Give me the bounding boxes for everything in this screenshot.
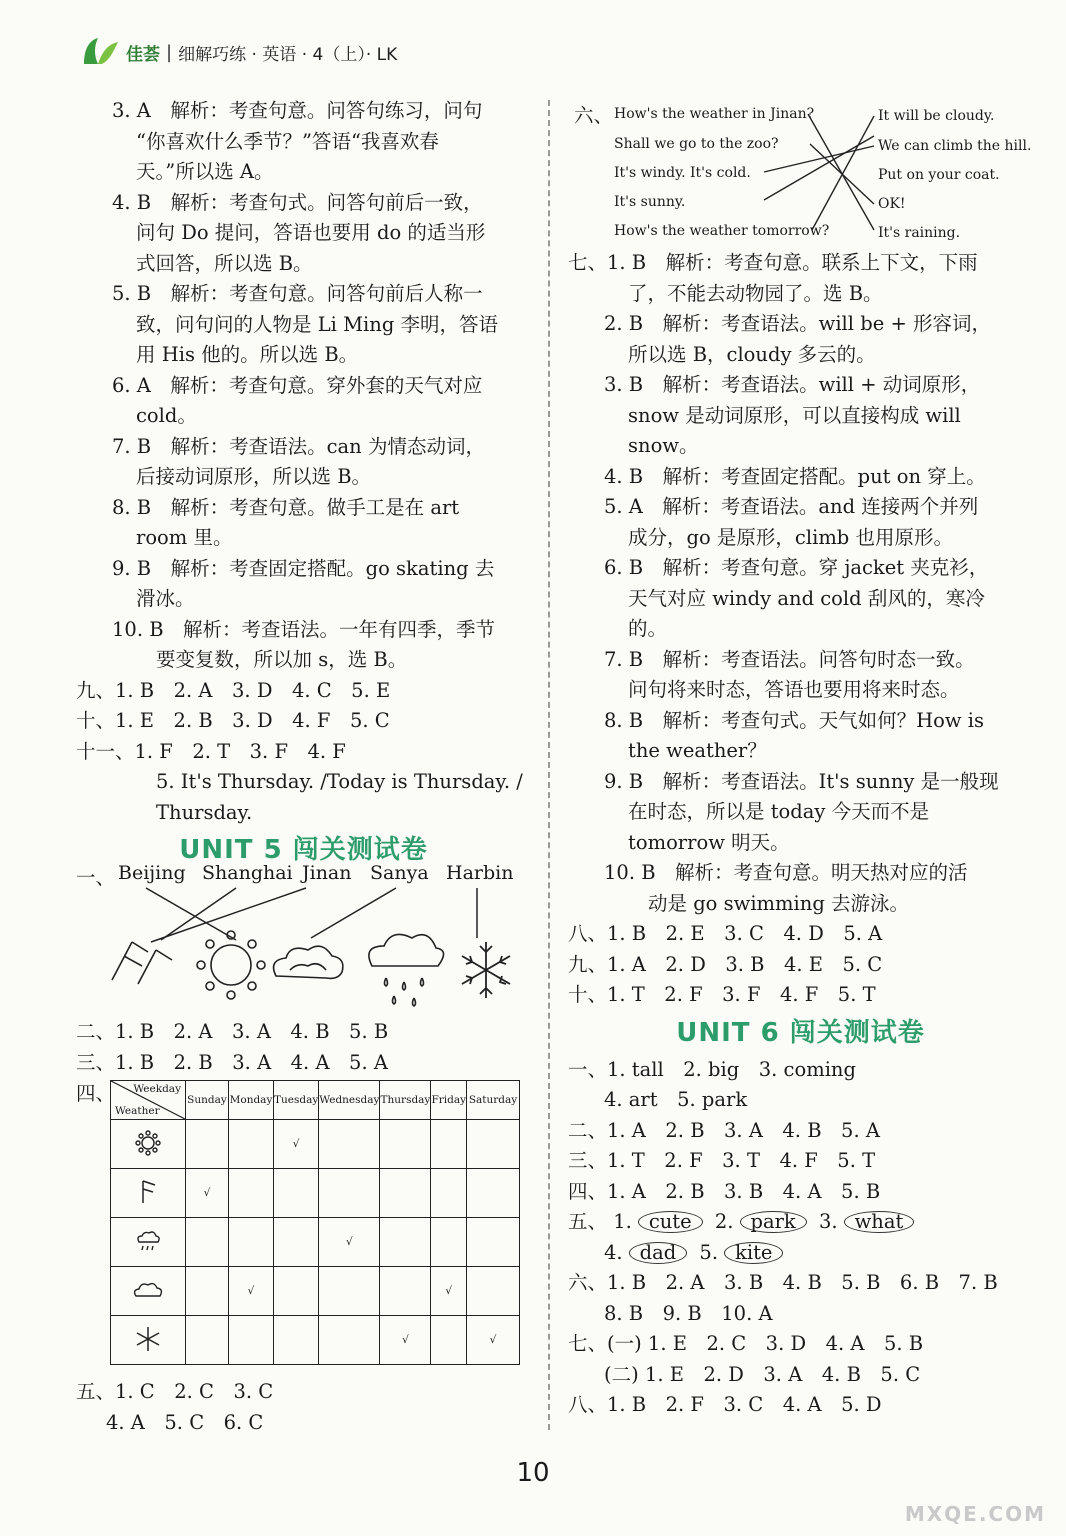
- answer-line: 问句 Do 提问，答语也要用 do 的适当形: [136, 221, 486, 244]
- check-cell: √: [380, 1316, 431, 1365]
- answer-line: room 里。: [136, 526, 233, 549]
- circled-num: 5.: [699, 1240, 719, 1264]
- check-cell: [467, 1267, 520, 1316]
- check-cell: [467, 1169, 520, 1218]
- watermark: MXQE.COM: [904, 1502, 1046, 1526]
- check-cell: [380, 1267, 431, 1316]
- check-cell: √: [431, 1267, 467, 1316]
- match-right-item: Put on your coat.: [878, 167, 1000, 183]
- check-cell: [229, 1218, 274, 1267]
- match-right-item: We can climb the hill.: [878, 138, 1032, 154]
- right-column: [568, 248, 1033, 1421]
- answer-line: 2. B 解析：考查语法。will be + 形容词，: [604, 312, 991, 335]
- check-cell: [229, 1169, 274, 1218]
- weather-week-table: [110, 1080, 520, 1365]
- unit6-q5-row1: [568, 1207, 1033, 1238]
- answer-line: 式回答，所以选 B。: [136, 251, 313, 275]
- circled-word: dad: [629, 1242, 688, 1264]
- check-cell: [319, 1316, 380, 1365]
- match-right-item: It will be cloudy.: [878, 108, 995, 124]
- check-cell: [186, 1120, 229, 1169]
- circled-word: cute: [638, 1211, 703, 1233]
- answer-line: 3. B 解析：考查语法。will + 动词原形，: [604, 373, 981, 396]
- answer-line: tomorrow 明天。: [628, 830, 790, 854]
- row-icon-cell: [111, 1169, 186, 1218]
- unit5-q2: 二、1. B 2. A 3. A 4. B 5. B: [76, 1020, 389, 1043]
- day-header: Friday: [431, 1081, 467, 1120]
- unit6-q5-row2: [568, 1238, 1033, 1269]
- answer-line: 5. B 解析：考查句意。问答句前后人称一: [112, 282, 483, 305]
- match-line: [311, 888, 396, 938]
- answer-line: 在时态，所以是 today 今天而不是: [628, 800, 930, 823]
- answer-line: 天。”所以选 A。: [136, 160, 274, 183]
- corner-weekday-label: Weekday: [133, 1083, 181, 1095]
- left-answer-lines: [76, 96, 531, 828]
- table-row: [111, 1267, 520, 1316]
- brand-name: 佳荟: [126, 44, 160, 65]
- answer-line: 5. A 解析：考查语法。and 连接两个并列: [604, 495, 979, 518]
- answer-line: “你喜欢什么季节？”答语“我喜欢春: [136, 129, 439, 153]
- answer-line: 滑冰。: [136, 587, 195, 610]
- match-right-item: OK!: [878, 196, 906, 212]
- corner-weather-label: Weather: [115, 1105, 160, 1117]
- sun-icon: [197, 931, 265, 999]
- answer-line: 8. B 解析：考查句式。天气如何？How is: [604, 708, 985, 732]
- answer-line: 了，不能去动物园了。选 B。: [628, 281, 883, 305]
- check-cell: [431, 1120, 467, 1169]
- book-title: 细解巧练 · 英语 · 4（上）· LK: [178, 44, 398, 65]
- circled-num: 4.: [604, 1240, 623, 1264]
- rain-icon: [369, 934, 444, 1006]
- circled-num: 2.: [714, 1210, 734, 1233]
- check-cell: √: [229, 1267, 274, 1316]
- match-right-item: It's raining.: [878, 225, 961, 241]
- column-divider: [548, 100, 550, 1430]
- sentence-matching-lines: [760, 100, 878, 240]
- page-header: [80, 36, 397, 68]
- check-cell: [274, 1316, 319, 1365]
- check-cell: [431, 1169, 467, 1218]
- answer-line: 9. B 解析：考查语法。It's sunny 是一般现: [604, 769, 999, 793]
- table-row: [111, 1169, 520, 1218]
- day-header: Tuesday: [274, 1081, 319, 1120]
- match-line: [146, 888, 236, 940]
- check-cell: [319, 1169, 380, 1218]
- answer-line: 5. It's Thursday. /Today is Thursday. /: [156, 770, 523, 793]
- answer-line: 四、1. A 2. B 3. B 4. A 5. B: [568, 1179, 881, 1203]
- answer-line: the weather？: [628, 739, 767, 762]
- check-cell: [186, 1267, 229, 1316]
- answer-line: 用 His 他的。所以选 B。: [136, 343, 359, 366]
- row-icon-cell: [111, 1120, 186, 1169]
- day-header: Wednesday: [319, 1081, 380, 1120]
- table-row: [111, 1120, 520, 1169]
- day-header: Thursday: [380, 1081, 431, 1120]
- answer-line: 二、1. A 2. B 3. A 4. B 5. A: [568, 1118, 880, 1142]
- circled-word: kite: [724, 1242, 783, 1264]
- check-cell: [274, 1218, 319, 1267]
- answer-line: 9. B 解析：考查固定搭配。go skating 去: [112, 556, 495, 580]
- header-separator: |: [166, 41, 173, 63]
- page-number: 10: [516, 1458, 550, 1488]
- check-cell: √: [274, 1120, 319, 1169]
- answer-line: 九、1. B 2. A 3. D 4. C 5. E: [76, 678, 391, 702]
- row-icon-cell: [111, 1267, 186, 1316]
- sun-icon: [133, 1128, 163, 1158]
- answer-line: 天气对应 windy and cold 刮风的，寒冷: [628, 586, 985, 610]
- check-cell: [467, 1218, 520, 1267]
- right-answer-lines: [568, 248, 1033, 1011]
- answer-line: 的。: [628, 617, 668, 640]
- check-cell: [380, 1218, 431, 1267]
- answer-line: 十、1. E 2. B 3. D 4. F 5. C: [76, 709, 390, 732]
- answer-line: 6. A 解析：考查句意。穿外套的天气对应: [112, 373, 483, 397]
- left-column: [76, 96, 531, 872]
- unit5-q3: 三、1. B 2. B 3. A 4. A 5. A: [76, 1051, 388, 1074]
- answer-line: 4. art 5. park: [604, 1088, 748, 1111]
- city-jinan: Jinan: [302, 862, 352, 884]
- check-cell: √: [319, 1218, 380, 1267]
- match-left-item: How's the weather tomorrow?: [614, 223, 830, 239]
- check-cell: [274, 1267, 319, 1316]
- check-cell: [380, 1120, 431, 1169]
- table-header-row: [111, 1081, 520, 1120]
- check-cell: [186, 1316, 229, 1365]
- snowflake-icon: [462, 942, 510, 998]
- answer-line: 6. B 解析：考查句意。穿 jacket 夹克衫，: [604, 556, 989, 579]
- table-row: [111, 1316, 520, 1365]
- check-cell: [229, 1316, 274, 1365]
- unit5-q5-line2: 4. A 5. C 6. C: [106, 1411, 264, 1434]
- unit5-title: UNIT 5 闯关测试卷: [179, 835, 428, 865]
- check-cell: [467, 1120, 520, 1169]
- unit6-answers-part1: [568, 1055, 1033, 1208]
- answer-line: 7. B 解析：考查语法。can 为情态动词，: [112, 434, 485, 458]
- match-left-item: How's the weather in Jinan?: [614, 106, 815, 122]
- city-weather-matching: [76, 880, 536, 1010]
- answer-line: 七、(一) 1. E 2. C 3. D 4. A 5. B: [568, 1332, 924, 1355]
- answer-line: 十、1. T 2. F 3. F 4. F 5. T: [568, 983, 876, 1006]
- unit5-q1-label: 一、: [76, 866, 116, 889]
- answer-line: 八、1. B 2. E 3. C 4. D 5. A: [568, 922, 883, 945]
- circled-word: park: [740, 1211, 807, 1233]
- wind-icon: [133, 1177, 163, 1207]
- answer-line: 要变复数，所以加 s，选 B。: [156, 648, 408, 671]
- city-sanya: Sanya: [370, 862, 429, 884]
- check-cell: [274, 1169, 319, 1218]
- check-cell: [431, 1316, 467, 1365]
- answer-line: 致，问句问的人物是 Li Ming 李明，答语: [136, 312, 499, 336]
- match-label: 六、: [574, 104, 614, 127]
- match-line: [808, 114, 874, 230]
- cloud-icon: [131, 1278, 165, 1302]
- match-left-item: It's windy. It's cold.: [614, 165, 751, 181]
- day-header: Sunday: [186, 1081, 229, 1120]
- unit6-answers-part2: [568, 1268, 1033, 1421]
- answer-line: 7. B 解析：考查语法。问答句时态一致。: [604, 647, 975, 671]
- check-cell: √: [186, 1169, 229, 1218]
- check-cell: [319, 1120, 380, 1169]
- circled-word: what: [844, 1211, 915, 1233]
- rain-icon: [133, 1226, 163, 1256]
- unit6-title: UNIT 6 闯关测试卷: [676, 1017, 925, 1048]
- answer-line: 8. B 解析：考查句意。做手工是在 art: [112, 495, 460, 519]
- day-header: Monday: [229, 1081, 274, 1120]
- unit5-q5-line1: 五、1. C 2. C 3. C: [76, 1380, 274, 1403]
- answer-line: 10. B 解析：考查句意。明天热对应的活: [604, 861, 968, 884]
- answer-line: cold。: [136, 404, 197, 427]
- city-harbin: Harbin: [446, 862, 514, 884]
- answer-line: 后接动词原形，所以选 B。: [136, 465, 372, 488]
- match-left-item: It's sunny.: [614, 194, 686, 210]
- answer-line: 七、1. B 解析：考查句意。联系上下文，下雨: [568, 251, 978, 274]
- check-cell: [319, 1267, 380, 1316]
- match-left-item: Shall we go to the zoo?: [614, 136, 779, 152]
- match-line: [161, 888, 236, 940]
- city-beijing: Beijing: [118, 862, 186, 884]
- check-cell: [229, 1120, 274, 1169]
- answer-line: 4. B 解析：考查句式。问答句前后一致，: [112, 190, 483, 214]
- answer-line: snow。: [628, 434, 699, 457]
- answer-line: 动是 go swimming 去游泳。: [648, 891, 910, 915]
- answer-line: 九、1. A 2. D 3. B 4. E 5. C: [568, 952, 883, 976]
- answer-line: (二) 1. E 2. D 3. A 4. B 5. C: [604, 1362, 921, 1386]
- day-header: Saturday: [467, 1081, 520, 1120]
- answer-line: 一、1. tall 2. big 3. coming: [568, 1057, 856, 1081]
- check-cell: [431, 1218, 467, 1267]
- answer-line: 六、1. B 2. A 3. B 4. B 5. B 6. B 7. B: [568, 1271, 998, 1294]
- unit5-q4-label: 四、: [76, 1082, 116, 1105]
- answer-line: 八、1. B 2. F 3. C 4. A 5. D: [568, 1393, 882, 1416]
- answer-line: 成分，go 是原形，climb 也用原形。: [628, 525, 953, 549]
- q5-label: 五、: [568, 1210, 608, 1233]
- circled-num: 3.: [818, 1210, 838, 1233]
- answer-line: Thursday.: [156, 800, 253, 824]
- circled-num: 1.: [613, 1210, 632, 1233]
- answer-line: 8. B 9. B 10. A: [604, 1301, 773, 1325]
- wind-icon: [112, 942, 172, 984]
- row-icon-cell: [111, 1218, 186, 1267]
- check-cell: [186, 1218, 229, 1267]
- answer-line: 4. B 解析：考查固定搭配。put on 穿上。: [604, 464, 986, 488]
- match-line: [151, 888, 306, 942]
- check-cell: √: [467, 1316, 520, 1365]
- answer-line: 所以选 B，cloudy 多云的。: [628, 342, 876, 366]
- leaf-logo-icon: [80, 36, 120, 68]
- answer-line: 三、1. T 2. F 3. T 4. F 5. T: [568, 1149, 876, 1172]
- answer-line: 问句将来时态，答语也要用将来时态。: [628, 678, 960, 701]
- snowflake-icon: [133, 1324, 163, 1354]
- table-row: [111, 1218, 520, 1267]
- answer-line: snow 是动词原形，可以直接构成 will: [628, 403, 961, 427]
- row-icon-cell: [111, 1316, 186, 1365]
- check-cell: [380, 1169, 431, 1218]
- cloud-icon: [274, 946, 343, 978]
- answer-line: 10. B 解析：考查语法。一年有四季，季节: [112, 617, 496, 641]
- table-corner-cell: [111, 1081, 186, 1120]
- answer-line: 十一、1. F 2. T 3. F 4. F: [76, 739, 346, 763]
- city-shanghai: Shanghai: [202, 862, 293, 884]
- answer-line: 3. A 解析：考查句意。问答句练习，问句: [112, 99, 483, 122]
